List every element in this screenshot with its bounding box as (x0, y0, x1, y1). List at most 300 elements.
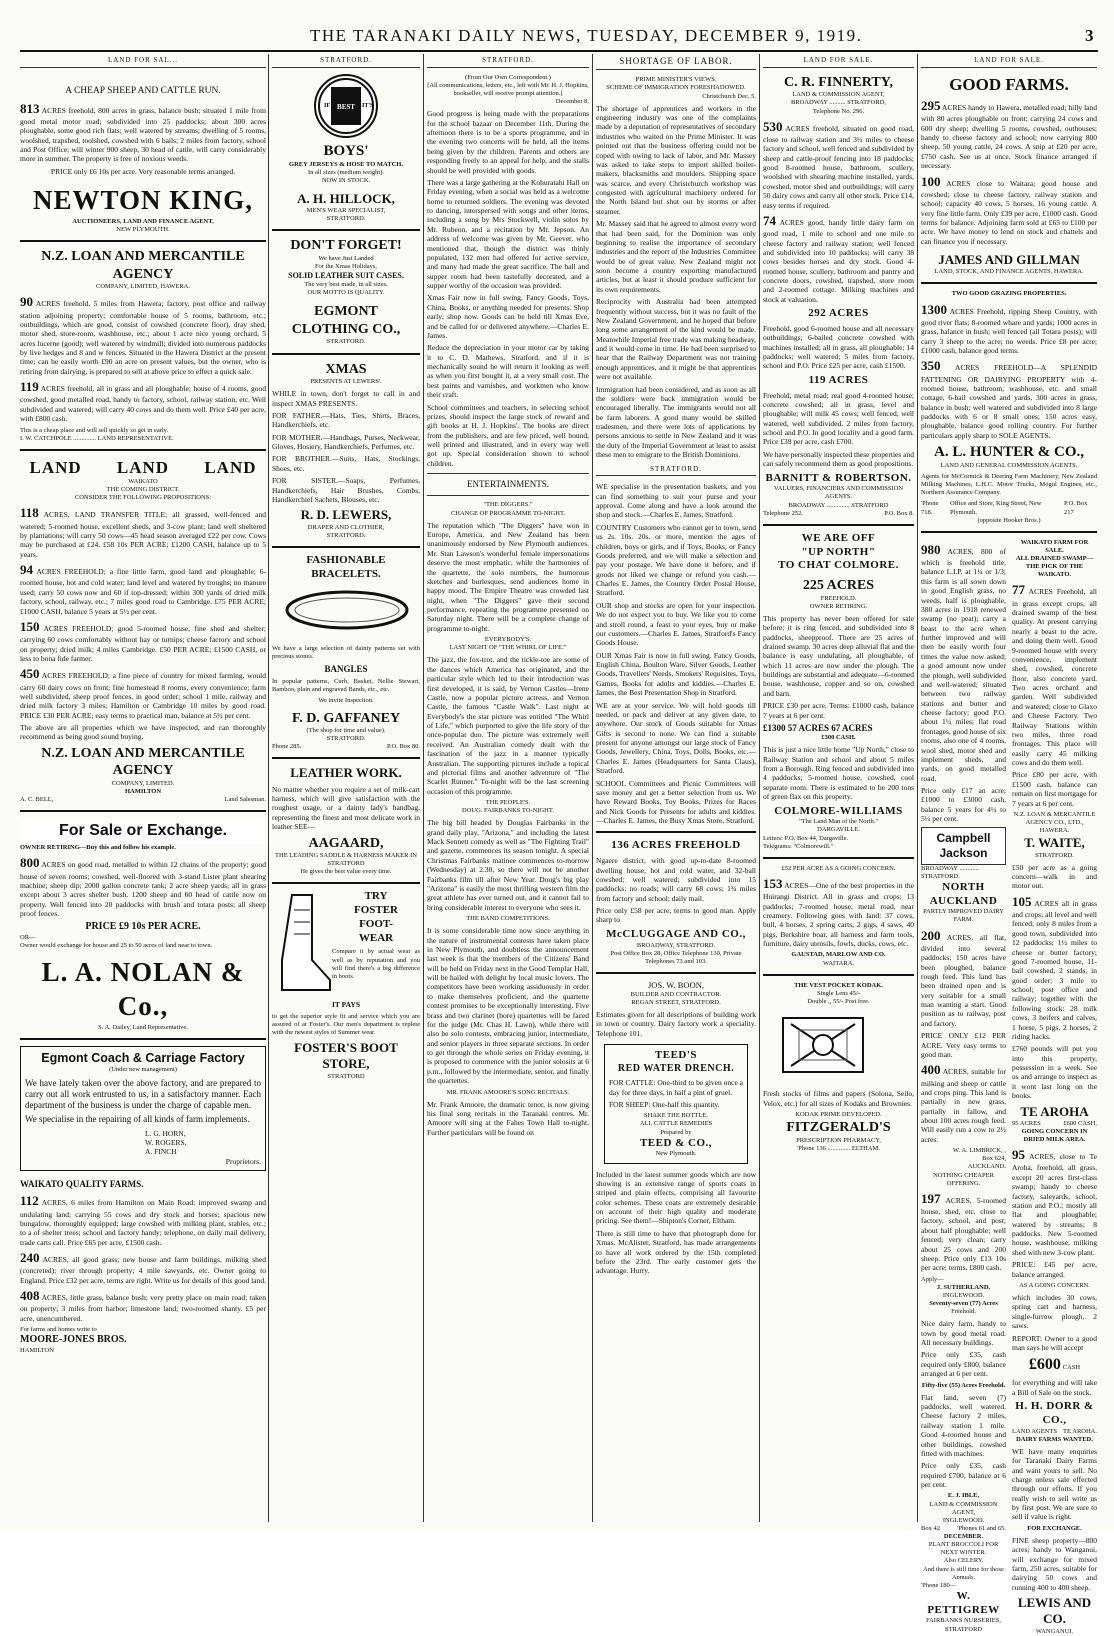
ad-body: We specialise in the repairing of all kinds of farm implements. (25, 1114, 250, 1125)
listing: 100 ACRES close to Waitara; good house and cowshed; close to cheese factory, railway station and school; capacity 40 cows, 5 horses, 16 young cattle. A very fine little farm. Only £39 per acre, £1000 cash. Good terms for balance. Adjoining farm sold at £65 to £100 per acre. We have money to lend on stock and chattels and can finance you if necessary. (921, 173, 1097, 246)
listing: 150 ACRES FREEHOLD; good 5-roomed house, fine shed and shelter; carrying 60 cows comfortably without hay or turnips; cheese factory and school on property; dried milk; 4 miles Cambridge. £50 PER ACRE; £1500 CASH, or less to bona fide farmer. (20, 618, 267, 663)
kodak-camera-icon (763, 1010, 883, 1080)
advertiser-place: New Plymouth. (655, 1150, 697, 1158)
ad-note: For farms and homes write to (20, 1326, 97, 1333)
ad-headline: 136 ACRES FREEHOLD (611, 839, 741, 852)
advertiser-name: H. H. DORR & CO., (1015, 1400, 1094, 1426)
section-header: STRATFORD. (427, 54, 589, 68)
advertiser-place: AUCKLAND. (967, 1163, 1006, 1171)
listing-note: We have personally inspected these properties and can safely recommend them as good propositions. (763, 449, 915, 469)
ad-sub: GOING CONCERN IN DRIED MILK AREA. (1021, 1127, 1088, 1143)
advertiser-sub: "The Land Man of the North." (799, 818, 878, 826)
listing: 74 ACRES good, handy little dairy farm on good road, 1 mile to school and one mile to cheese factory and railway station; well fenced and subdivided into 10 paddocks; will carry 38 cows besides horses and dry stock. Good 4-roomed house, scullery, bathroom and pantry and concrete doors, cowshed, trapshed, store room and 2-roomed cottage. Milking machines and stock at valuation. (763, 212, 914, 304)
news-paragraph: Included in the latest summer goods which are now showing is an extensive range of sports coats in striped and plain effects, comprising all favourite color schemes. These coats are extremely desirable on account of their high quality and moderate pricing. See them!—Shipton's Corner, Eltham. (596, 1169, 756, 1226)
advertiser-name: TEED & CO., (639, 1136, 713, 1149)
listing: 408 ACRES, little grass, balance bush; very pretty place on main road; taken on property; 3 miles from harbor; limestone land; two-roomed shanty. £5 per acre, unencumbered. (20, 1288, 266, 1323)
ad-body: FOR MOTHER.—Handbags, Purses, Neckwear, Gloves, Hosiery, Handkerchiefs, Perfumes, etc. (272, 432, 420, 451)
advertiser-sub: He gives the best value every time. (300, 868, 392, 876)
news-subhead: LAST NIGHT OF "THE WHIRL OF LIFE." (449, 644, 567, 652)
ad-headline: WAIKATO QUALITY FARMS. (20, 1179, 144, 1189)
svg-text:IT'S: IT'S (362, 102, 374, 109)
listing: 980 ACRES, 800 of which is freehold title, balance L.I.P. at 1¼ or 1/3; this farm is all sown down in good English grass, no weeds, half is ploughable, 380 acres in 1918 renewed swamp (no peat); carry a beast to the acre when further improved and will then be easily worth four times the value now asked; a good amount now under the plough, well subdivided and well-watered; situated between two railway stations and butter and cheese factory; good P.O. about 1½ miles; flat road frontages, good house of six rooms, also one of 4 rooms, wool shed, motor shed and implement sheds, and yards, on good metalled road. (921, 541, 1006, 783)
ad-headline: TO CHAT COLMORE. (778, 559, 899, 572)
ad-headline: BOYS' (323, 142, 369, 159)
ad-sub: NOW IN STOCK. (321, 176, 371, 184)
listing-price: £760 pounds will put you into this property, possession in a week. See us and arrange to inspect as it wont last long on the books. (1012, 1044, 1097, 1101)
news-paragraph: WE specialise in the presentation baskets, and you can find something to suit your purse and your approval. Come along and have a look around the shop and stock.—Charles E. James, Stratford. (596, 482, 756, 520)
column-2 (272, 54, 420, 1522)
listing: 118 ACRES, LAND TRANSFER TITLE; all grassed, well-fenced and watered; 5-roomed house, excellent sheds, and 3-cow plant; land well sheltered by plantations; will carry 50 cows—45 head season averaged £22 per cow. Cows may be purchased at £24. £58 10s PER ACRE; £1200 CASH, balance up to 5 years. (20, 505, 266, 559)
advertiser-name: N.Z. LOAN AND MERCANTILE AGENCY (41, 249, 245, 282)
ad-body: WE have many enquiries for Taranaki Dairy Farms and want yours to sell. No charge unless sale effected through our efforts. If you really wish to sell write us by first post. We are sure to sell if value is right. (1012, 1446, 1097, 1522)
listing: 1300 ACRES Freehold, ripping Sheep Country, with good river flats; 8-roomed whare and yards; 1000 acres in grass, balance in bush; well fenced (all Totara posts); will carry 3 sheep to the acre; no weeds. Price £8 per acre; £1000 cash, balance good terms. (921, 301, 1097, 355)
advertiser-name: CLOTHING CO., (291, 321, 401, 337)
ad-body: 119 ACRES freehold, all in grass and all ploughable; house of 4 rooms, good cowshed, good metalled road, handy to factory, school, railway station, etc. Well subdivided and watered; will carry 40 cows and do them well. Price £40 per acre, with £800 cash. (20, 379, 266, 424)
advertiser-sub: DRAPER AND CLOTHIER, (307, 523, 385, 531)
advertiser-name: GAUSTAD, MARLOW AND CO. (791, 951, 886, 959)
ad-headline: FOR EXCHANGE. (1027, 1524, 1082, 1532)
listing-sub: FREEHOLD. (820, 594, 857, 602)
listing: 350 ACRES FREEHOLD—A SPLENDID FATTENING OR DAIRYING PROPERTY with 4-roomed house, bathroom, washhouse, etc. and small cottage, 6-bail cowshed and yards, 300 acres in grass, balance in bush; well watered and subdivided into 8 large paddocks with 6 or 8 small ones; 150 acres easy, ploughable, balance good rolling country. For further particulars apply sharp to SOLE AGENTS. (921, 358, 1097, 440)
section-sub: WAIKATO (128, 478, 158, 485)
listing: REPORT: Owner to a good man says he will accept (1012, 1333, 1097, 1352)
advertiser-name: N.Z. LOAN AND MERCANTILE AGENCY (41, 745, 245, 779)
ad-line: KODAK PRIME DEVELOPED. (795, 1111, 882, 1119)
news-paragraph: The big bill headed by Douglas Fairbanks in the grand daily play, "Arizona," and including the latest Mack Sennett comedy as well as "The Fighting Trail" and gazette, commences its season tonight. A special Christmas Fairbanks matinee commences to-morrow (Wednesday) at 2.30, so there will not be another Fairbanks film till after New Year. Doug's big play "Arizona" is easily the most thrilling western film the great athlete has ever turned out, and it cannot fail to bring considerable interest to everyone who sees it. (427, 818, 589, 912)
listing: 95 ACRES, close to Te Aroha, freehold, all grass, except 20 acres first-class swamp; handy to cheese factory, saleyards, school, station and P.O.; mostly all flat and ploughable; watered by streams; 8 paddocks. New 5-roomed house, washhouse, milking shed with new 3-cow plant. (1012, 1147, 1098, 1257)
advertiser-place: BROADWAY .............. STRATFORD (788, 501, 889, 509)
agent-row: A. C. BELL, Land Salesman. (20, 796, 266, 803)
ad-sub: IT PAYS (331, 1000, 360, 1010)
advertiser-place: STRATFORD (944, 1625, 983, 1633)
ad-body: FOR BROTHER.—Suits, Hats, Stockings, Shoes, etc. (272, 454, 420, 473)
listing: 295 ACRES handy to Hawera, metalled road; hilly land with 80 acres ploughable on front; carrying 24 cows and 600 dry sheep; dwelling 5 rooms, cowshed, outhouses; handy to cheese factory and school; now carrying 800 sheep, 50 young cattle, 24 cows. A snip at £20 per acre, £750 cash. See us at once. Stock finance arranged if necessary. (921, 98, 1097, 171)
advertiser-name: C. R. FINNERTY, (783, 74, 894, 90)
ad-headline: TEED'S (654, 1048, 698, 1061)
advertiser-sub: PRESCRIPTION PHARMACY, (796, 1136, 881, 1144)
ad-headline: RED WATER DRENCH. (617, 1062, 735, 1074)
ad-body: Ngaere district, with good up-to-date 8-roomed dwelling house, hot and cold water, and 32-ball cowshed; well watered; subdivided into 15 paddocks; no roads; will carry 68 cows; 1¾ miles from factory and school; daily mail. (596, 856, 756, 903)
listing-sub: OWNER RETIRING. (809, 602, 868, 610)
ad-headline: LEATHER WORK. (290, 765, 402, 781)
logo-icon (317, 77, 375, 135)
listing: Freehold, good 6-roomed house and all necessary outbuildings; 6-bailed concrete cowshed with machines installed; all in grass, all ploughable; 14 paddocks; well watered; 5 miles from factory, school and P.O. Price £25 per acre, cash £1500. (763, 323, 914, 371)
masthead-title: THE TARANAKI DAILY NEWS, TUESDAY, DECEMBER 9, 1919. (310, 26, 863, 45)
news-paragraph: There is still time to have that photograph done for Xmas. McAlister, Stratford, has made arrangements to have all work ordered by the 15th completed before the 23rd. The early customer gets the advantage. Hurry. (596, 1228, 756, 1276)
ad-sub: PRESENTS AT LEWERS'. (310, 378, 382, 385)
advertiser-name: T. WAITE, (1024, 835, 1085, 851)
ad-price: PRICE only £6 10s per acre. Very reasonable terms arranged. (50, 166, 236, 176)
news-headline: THE PEOPLE'S. (485, 799, 531, 806)
ad-line: SHAKE THE BOTTLE. (644, 1112, 708, 1120)
ad-body: Estimates given for all descriptions of building work in town or country. Dairy factory work a speciality. Telephone 101. (596, 1009, 756, 1038)
ad-agent: I. W. CATCHPOLE .............. LAND REPRESENTATIVE. (20, 434, 174, 442)
foster-ad (272, 890, 420, 1000)
ad-headline: WAIKATO FARM FOR SALE. (1020, 538, 1089, 554)
advertiser-place: INGLEWOOD. (942, 1516, 985, 1524)
ad-body: WHILE in town, don't forget to call in and inspect XMAS PRESENTS. (272, 389, 420, 408)
ad-body: FOR SISTER.—Soaps, Perfumes, Handkerchiefs, Hair Brushes, Combs, Handkerchief Sachets, Blouses, etc. (272, 476, 420, 504)
ad-body: In popular patterns, Curb, Basket, Nellie Stewart, Bamboo, plain and engraved Bands, etc., etc. (272, 678, 420, 694)
masthead (20, 26, 1095, 46)
advertiser-name: L. A. NOLAN & Co., (41, 957, 245, 1021)
news-paragraph: Good progress is being made with the preparations for the school bazaar on December 11th. During the afternoon there is to be a sports programme, and in the evening two concerts will be held, all the items being given by the children. Parents and others are responding freely to an appeal for help, and the stalls should be well provided with goods. (427, 109, 589, 175)
advertiser-name: JOS. W. BOON, (648, 979, 704, 990)
ad-body: FOR FATHER.—Hats, Ties, Shirts, Braces, Handkerchiefs, etc. (272, 410, 420, 430)
ad-line: FOOT- (359, 917, 393, 930)
ad-line: £50 per acre as a going concern—walk in and motor out. (1012, 862, 1097, 891)
ad-headline: TWO GOOD GRAZING PROPERTIES. (951, 290, 1067, 298)
listing-sub: £300 CASH. (821, 734, 856, 742)
listing-price: PRICE ONLY £12 PER ACRE. Very easy terms to good man. (921, 1031, 1006, 1059)
news-headline: MR. FRANK AMOORE'S SONG RECITALS. (446, 1088, 570, 1096)
news-paragraph: COUNTRY Customers who cannot get to town, send us 2s. 10s. 20s. or more, mention the ages of children, boys or girls, and if Toys, Books, or Fancy Goods preferred, and we will make a selection and pay your postage. We have done it before, and if goods not liked we change or refund you cash.—Charles E. James, the Country Order Postal House, Stratford. (596, 522, 756, 598)
advertiser-name: LEWIS AND CO. (1017, 1595, 1092, 1627)
column-6 (921, 54, 1098, 1635)
listing: 94 ACRES FREEHOLD; a fine little farm, good land and ploughable; 6-roomed house, hot and cold water; land level and watered by troughs; no manure used; carry 50 cows now and 60 if top-dressed; within 300 yards of dried milk factory, school, railway, etc.; 7 miles good road to Cambridge. £75 PER ACRE; £1000 CASH, balance 5 years at 5½ per cent. (20, 562, 266, 616)
advertiser-sub: LAND AND GENERAL COMMISSION AGENTS. (940, 461, 1078, 469)
advertiser-sub: BUILDER AND CONTRACTOR. (630, 990, 722, 998)
advertiser-place: WANGANUI. (1035, 1627, 1074, 1635)
listing-title: 119 ACRES (808, 373, 869, 386)
listing: 112 ACRES, 6 miles from Hamilton on Main Road; improved swamp and undulating land; carrying 55 cows and dry stock and horses; spacious new bungalow, thoroughly equipped; large cowshed with milking plant, stables, etc.; to a of shelter trees; school and factory handy; telephone, on daily mail delivery, trade carts call. Price £65 per acre, £1500 cash. (20, 1193, 266, 1247)
advertiser-name: W. PETTIGREW (927, 1589, 1000, 1616)
ad-body: FOR SHEEP: One-half this quantity. (609, 1099, 720, 1109)
listing-price: Price £80 per acre, with £1500 cash, balance can remain on first mortgage for 7 years at 6 per cent. (1012, 770, 1097, 808)
listing-sub: AS A GOING CONCERN. (1019, 1281, 1090, 1289)
news-paragraph: The jazz, the fox-trot, and the tickle-toe are some of the dances which America has originated, and the particular style which led to their introduction was first developed, it is said, by Vernon Castles—Irene Castle, now a popular picture actress, and Vernon Castle, the famous "Castle Walk". Last night at Everybody's the star picture was entitled "The Whirl of Life," which purported to give the life story of the once-popular duo. The picture was extremely well received. An Australian comedy dealt with the fascination of the jazz in a manner typically Australian. The supporting pictures include a topical and pictorial films and another adventure of "The Scarlet Runner." To-night will be the last screening occasion of this programme. (427, 655, 589, 796)
news-paragraph: OUR Xmas Fair is now in full swing. Fancy Goods, English China, Boulton Ware, Silver Goods, Leather Goods, Travellers' Needs, Smokers' Requisites, Toys, Games, Books for adults and kiddies.—Charles E. James, the Best Presentation Shop in Stratford. (596, 650, 756, 698)
listing: 400 ACRES, suitable for milking and sheep or cattle and crops ping. This land is partially in new grass, partially in fallow, and about 100 acres rough feed. Will easily run a cow to 2½ acres. (921, 1062, 1006, 1144)
listing-note: The above are all properties which we have inspected, and can thoroughly recommend as being good sound buying. (20, 723, 266, 742)
listing-price: Price only £35, cash required only £800, balance arranged at 6 per cent. (921, 1350, 1006, 1379)
listing: 197 ACRES, 5-roomed house, shed, etc. close to factory, school, and post; about half ploughable; well fenced; very clean; carry about 25 cows and 200 sheep. Price only £13 10s per acre; terms, £800 cash. (921, 1190, 1006, 1273)
contact-row: Telephone 252. P.O. Box 8. (763, 509, 914, 517)
ad-line: Apply— (921, 1275, 944, 1283)
ad-headline: NOTHING CHEAPER OFFERING. (933, 1171, 994, 1187)
news-paragraph: Immigration had been considered, and as soon as all the soldiers were back immigration would be encouraged liberally. The immigrants would not all be farm laborers. A good many would be skilled tradesmen, and there were lots of applications by persons anxious to settle in New Zealand and it was the duty of the Imperial Government at least to assist these men to emigrate to the British Dominions. (596, 384, 756, 460)
listing: Flat land, seven (7) paddocks, well watered. Cheese factory 2 miles, railway station 1 mile. Good 4-roomed house and other buildings, cowshed fitted with machines. (921, 1392, 1006, 1458)
advertiser-place: BROADWAY ............ STRATFORD. (921, 864, 979, 880)
news-paragraph: The reputation which "The Diggers" have won in Europe, America, and New Zealand has been unanimously endorsed by New Plymouth audiences. Mr. Stan Lawson's wonderful female impersonations deserve the most emphatic, while the harmonies of the quartette, the solo numbers, the humorous sketches and burlesques, send audiences home in happy mood. The Empire Theatre was crowded last night, when "The Diggers" gave their second performance, repeating the programme presented on Saturday night. There will be a complete change of programme to-night. (427, 520, 589, 633)
news-paragraph: SCHOOL Committees and Picnic Committees will save money and get a better selection from us. We have Reward Books, Toy Books, Prizes for Races and Nick Goods for Presents for adults and kiddies.—Charles E. James, the Busy Xmas Store, Stratford. (596, 778, 756, 825)
masthead-rule (20, 50, 1098, 52)
ad-headline: WE ARE OFF (801, 531, 876, 544)
ad-line: 'Phone 180— (921, 1581, 957, 1589)
ad-headline: NORTH AUCKLAND (929, 880, 998, 907)
advertiser-place: INGLEWOOD. (942, 1291, 985, 1299)
advertiser-name: COLMORE-WILLIAMS (774, 804, 903, 817)
page-number: 3 (1085, 26, 1095, 45)
advertiser-place: (opposite Hooker Bros.) (977, 516, 1041, 524)
advertiser-place: STRATFORD. (326, 338, 366, 346)
listing: 105 ACRES all in grass and crops; all level and well fenced; only 8 miles from a good town, subdivided into 12 paddocks; 1½ miles to cheese or butter factory; good 7-roomed house, 11-bail cowshed, 2 stands, in good order; 3 mile to school; post office and railway; together with the following stock: 28 milk cows, 3 heifers and calves, 1 horse, 5 pigs, 2 horses, 2 riding hacks. (1012, 893, 1097, 1041)
advertiser-sub: (The shop for time and value). (306, 727, 386, 734)
ad-note: This is a cheap place and will sell quickly so get in early. (20, 426, 169, 434)
listing-title: Seventy-seven (77) Acres (929, 1300, 998, 1307)
news-subhead: PRIME MINISTER'S VIEWS. (635, 76, 717, 84)
advertiser-place: REGAN STREET, STRATFORD. (631, 998, 721, 1006)
advertiser-place: BROADWAY .......... STRATFORD, (790, 99, 887, 107)
news-paragraph: WE are at your service. We will hold goods till needed, or pack and deliver at any given date, to anywhere. Our stock of Goods suitable for Xmas Gifts is second to none. We can find a suitable present for anyone amongst our large stock of Fancy Goods, Jewellery, China, Toys, Dolls, Books, etc.—Charles E. James (Headquarters for Santa Claus), Stratford. (596, 700, 756, 776)
ad-line: Double ,, 55/- Post free. (807, 997, 870, 1005)
advertiser-sub: THE LEADING SADDLE & HARNESS MAKER IN STRATFORD (275, 852, 417, 868)
ad-headline: DAIRY FARMS WANTED. (1016, 1435, 1093, 1443)
advertiser-name: JAMES AND GILLMAN (938, 252, 1080, 267)
section-header: LAND FOR SALE. (763, 54, 914, 68)
contact-row: 'Phone 718. Office and Store, King Street, New Plymouth. P.O. Box 217 (921, 500, 1088, 516)
news-paragraph: Mr. Frank Amoore, the dramatic tenor, is now giving his final song recitals in the Taranaki centres. Mr. Amoore will sing at the Fahes Town Hall to-night. Further particulars will be found on (427, 1099, 589, 1137)
ad-line: WEAR (358, 931, 394, 944)
advertiser-sub: LAND & COMMISSION AGENT, (792, 91, 885, 99)
stratford-best-logo (314, 74, 378, 138)
ad-line: FOSTER (353, 904, 398, 917)
advertiser-place: HAWERA. (1039, 827, 1070, 835)
advertiser-sub: COMPANY, LIMITED, HAWERA. (96, 283, 190, 291)
news-paragraph: There was a large gathering at the Kohuratahi Hall on Friday evening, when a social was held as a welcome home to returned soldiers. The evening was devoted to dancing, interspersed with songs and other items, including a song by Mrs Stockwell, violin solos by Mr. Rubeon, and a recitation by Mr. Jepson. An address of welcome was given by Mr. Geever, who mentioned that, though the district was thinly populated, 132 men had offered for active service, and many had made the great sacrifice. The hall and supper room had been tastefully decorated, and a supper worthy of the occasion was provided. (427, 177, 589, 290)
listing-price: PRICE £30 per acre. Terms: £1000 cash, balance 7 years at 6 per cent. (763, 701, 914, 720)
byline-note: [All communications, letters, etc., left with Mr. H. J. Hopkins, bookseller, will receive prompt attention.] (427, 81, 589, 97)
ad-line: For the Xmas Holidays, (314, 263, 378, 270)
news-headline: EVERYBODY'S. (484, 636, 532, 644)
news-headline: "THE DIGGERS." (483, 501, 533, 509)
advertiser-name: E. J. IBLE, (947, 1492, 980, 1500)
column-3 (427, 54, 589, 1522)
boot-icon (272, 890, 332, 1000)
advertiser-place: DARGAVILLE. (817, 826, 860, 834)
ad-line: We have Just Landed (318, 254, 374, 262)
advertiser-sub: S. A. Dailey, Land Representative. (98, 1023, 188, 1031)
advertiser-place: STRATFORD. (326, 735, 366, 743)
section-header: LAND FOR SALE. (921, 54, 1097, 68)
advertiser-contact: Box 624, (982, 1155, 1006, 1163)
listing: Freehold, metal road; real good 4-roomed house; concrete cowshed; all in grass, level and ploughable; will milk 45 cows; well fenced, well watered, well subdivided, 2 miles from factory, school and P.O. In good locality and a good farm. Price £39 per acre, cash £700. (763, 390, 914, 447)
ad-line: And there is still time for those Annuals. (923, 1565, 1004, 1581)
listing: This is just a nice little home "Up North," close to Railway Station and school and about 5 miles from a Borough. Ring fenced and subdivided into 4 paddocks; 5-roomed house, cowshed, cool separate room. There is estimated to be 200 tons of green flax on this property. (763, 745, 914, 802)
news-paragraph: It is some considerable time now since anything in the nature of instrumental contests have taken place in New Plymouth, and doubtless the announcement last week is that the members of the Citizens' Band will be held on Friday next in the Good Templar Hall, will be hailed with delight by local music lovers. The competitors have been working assiduously in order to make themselves proficient, and the quartette contest promises to be exceptionally interesting. Five brass and two clarinet (bore) quartettes will be faced for the judge (Mr. Chas H. Lawn), while there will also be solo contests, embracing junior, intermediate, and senior players in three separate sections. In order to get through the whole series on Friday evening, it is proposed to commence with the junior solosits at 6 p.m., followed by the intermediate, senior, and finally the quartettes. (427, 926, 589, 1086)
advertiser-name: Campbell Jackson (921, 827, 1006, 865)
ad-headline: THE VEST POCKET KODAK. (794, 981, 883, 989)
ad-line: PLANT BROCCOLI FOR NEXT WINTER. (928, 1541, 999, 1557)
listing: 450 ACRES FREEHOLD; a fine piece of country for mixed farming, would carry 60 dairy cows on front; fine homestead 8 rooms, every convenience; farm well subdivided, sheep proof fences, in good order; school 1 mile, railway and dried milk factory 3 miles; Hamilton or Cambridge 10 miles by good road. PRICE £30 PER ACRE; easy terms to practical man, balance at 5½ per cent. (20, 666, 267, 720)
bracelet-icon (272, 585, 422, 635)
listing-price: Price only £17 an acre; £1000 to £3000 cash, balance 5 years for 4½ to 5¼ per cent. (921, 786, 1006, 824)
advertiser-sub: LAND & COMMISSION AGENT, (929, 1500, 998, 1516)
news-subhead: CHANGE OF PROGRAMME TO-NIGHT. (450, 509, 566, 517)
egmont-coach-ad (20, 1046, 266, 1171)
advertiser-place: STRATFORD. (326, 531, 366, 539)
news-paragraph: Xmas Fair now in full swing. Fancy Goods, Toys, China, Books, or anything needed for presents. Shop early; shop now. Goods can be held till Xmas Eve, and be called for or delivered anywhere.—Charles E. James. (427, 293, 589, 340)
ad-headline: For Sale or Exchange. (20, 818, 266, 844)
ad-body: 800 ACRES on good road, metalled to within 12 chains of the property; good house of seven rooms; cowshed, well-floored with 3-stand Lister plant shearing machine; sheep dip; 2000 gallon concrete tank; 2 acre sheep yards; all in grass except about 3 acres shelter bush. 1200 sheep and 60 head of cattle now on property. Well fenced into 20 paddocks with brush and totara posts; all sheep proof fences. (20, 855, 266, 918)
teeds-ad (604, 1044, 748, 1164)
listing: 77 ACRES Freehold, all in grass except crops, all drained swamp of the best quality. At present carrying nearly a beast to the acre, and doing them well. Good 9-roomed house with every convenience, implement shed, cowshed, concrete floor, also concrete yard. Two acres orchard and garden. Well subdivided and watered; close to Glaxo and Cheese Factory. Two Railway Stations within two miles, three road frontages. This place will easily carry 45 milking cows and do them well. (1012, 582, 1097, 767)
listing-price: Price only £35, cash required £700, balance at 6 per cent. (921, 1461, 1006, 1489)
ad-line: ALL CATTLE REMEDIES (639, 1120, 713, 1128)
news-subhead: SCHEME OF IMMIGRATION FORESHADOWED. (606, 84, 746, 92)
advertiser-name: FITZGERALD'S (786, 1120, 891, 1136)
advertiser-name: AAGAARD, (308, 835, 384, 851)
ad-or: OR— (20, 933, 36, 941)
news-paragraph: School committees and teachers, in selecting school prizes, should inspect the large stock of reward and gift books at H. J. Hopkins'. The books are direct from the publishers, and are few priced, well bound, well printed and illustrated, and in every way well got up. Special consideration shown to school children. (427, 402, 589, 468)
ad-line: SOLID LEATHER SUIT CASES. (288, 271, 404, 281)
listing-row: 95 ACRES £600 CASH, (1012, 1119, 1097, 1127)
dateline: December 8. (555, 98, 589, 106)
listing-price: £600 CASH (1028, 1356, 1081, 1374)
advertiser-contact: Letters: P.O. Box 44, Dargaville. (763, 834, 849, 842)
column-1 (20, 54, 266, 1522)
listing: which includes 30 cows, spring cart and harness, single-furrow plough, 2 saws. (1012, 1293, 1097, 1331)
ad-line: OUR MOTTO IS QUALITY. (307, 289, 385, 297)
advertiser-sub: BROADWAY, STRATFORD. (636, 941, 716, 949)
ad-line: We invite Inspection. (318, 697, 374, 705)
advertiser-name: A. H. HILLOCK, (297, 190, 395, 206)
ad-sub: In all sizes (medium weight). (308, 168, 384, 176)
listing-title: 292 ACRES (808, 307, 869, 320)
section-title: ENTERTAINMENTS. (467, 479, 549, 490)
section-header: SHORTAGE OF LABOR. (596, 54, 756, 70)
ad-body: Agents for McCormick & Deering Farm Machinery, New Zealand Milking Machines, L.H.C. Motor Trucks, Mogul Engines, etc., Northern Assurance Company. (921, 473, 1097, 497)
ad-headline: DON'T FORGET! (290, 238, 402, 254)
news-headline: THE BAND COMPETITIONS. (466, 915, 550, 922)
ad-title: A CHEAP SHEEP AND CATTLE RUN. (65, 85, 221, 96)
section-title: LAND LAND LAND (29, 457, 257, 477)
advertiser-name: STORE, (322, 1056, 370, 1072)
ad-headline: Egmont Coach & Carriage Factory (41, 1050, 245, 1065)
ad-sub: BANGLES (324, 663, 368, 674)
ad-line: Prepared by (660, 1128, 692, 1136)
section-sub: CONSIDER THE FOLLOWING PROPOSITIONS: (74, 494, 212, 502)
ad-price: PRICE £9 10s PER ACRE. (85, 921, 201, 933)
advertiser-contact: Telephone No. 296. (812, 107, 865, 115)
column-5 (763, 54, 914, 1522)
contact-row: Phone 285. P.O. Box 80. (272, 743, 420, 751)
advertiser-name: McCLUGGAGE AND CO., (606, 927, 746, 940)
advertiser-contact: Telegrams: "Colmorewill." (763, 842, 834, 850)
news-paragraph: OUR shop and stocks are open for your inspection. We do not expect you to buy. We like you to come and stroll round, a feast to your eyes, buy or make our customers.—Charles E. James, Stratford's Fancy Goods House. (596, 600, 756, 648)
svg-text:BEST: BEST (337, 102, 355, 111)
section-header: STRATFORD. (596, 463, 756, 477)
ad-body: to get the superior style fit and service which you are assured of at Foster's. Our men's department is replete with the newest styles of Summer wear. (272, 1012, 420, 1036)
news-subhead: DOUG. FAIRBANKS TO-NIGHT. (462, 807, 554, 815)
news-paragraph: Reciprocity with Australia had been attempted frequently without success, but it was no fault of the New Zealand Government, and he hoped that before long some arrangement of the kind would be made. Meanwhile Imperial free trade was making headway, and it would come in time. He had been surprised to hear that the Railway Department was not training enough apprentices, and it might be that apprentices were not available. (596, 297, 756, 382)
advertiser-name: F. D. GAFFANEY (291, 710, 401, 726)
ad-body: We have a large selection of dainty patterns set with precious stones. (272, 644, 420, 660)
advertiser-name: MOORE-JONES BROS. (20, 1334, 127, 1346)
column-4 (596, 54, 756, 1522)
advertiser-name: A. L. HUNTER & CO., (933, 444, 1084, 461)
advertiser-sub: MEN'S WEAR SPECIALIST, (306, 207, 386, 215)
advertiser-name: N.Z. LOAN & MERCANTILE AGENCY CO., LTD., (1013, 810, 1096, 826)
advertiser-name: W. A. LIMBRICK, , (952, 1147, 1006, 1155)
ad-body: 813 ACRES freehold, 800 acres in grass, balance bush; situated 1 mile from good metal motor road; subdivided into 25 paddocks; about 300 acres ploughable, some good rich flats; well watered by streams; dwelling of 5 rooms, woolshed, trapshed, toolshed, cowshed with 6 bails; 2 miles from factory, school and Post Office; will winter 900 sheep, 30 head of cattle, will carry considerably more in summer. The property is free of noxious weeds. (20, 100, 266, 164)
advertiser-row: LAND AGENTS TE AROHA. (1012, 1427, 1097, 1435)
ad-line: The very best made, in all sizes. (304, 281, 388, 289)
news-paragraph: Mr. Massey said that he agreed to almost every word that had been said, for the Dominion was only beginning to realise the importance of secondary industries and the report of the Industries Committee would be of great value. New Zealand might not soon become a country exporting manufactured articles, but at least it should produce sufficient for its own requirements. (596, 219, 756, 294)
ad-headline: "UP NORTH" (801, 545, 876, 558)
two-column-listings (921, 539, 1097, 1636)
listing-title: Fifty-five (55) Acres Freehold. (921, 1381, 1006, 1389)
listing-sub: Freehold. (951, 1308, 976, 1316)
advertiser-place: HAMILTON (20, 1346, 54, 1354)
advertiser-sub: LAND, STOCK, AND FINANCE AGENTS, HAWERA. (934, 268, 1084, 276)
ad-headline: XMAS (325, 361, 367, 377)
ad-body: We have lately taken over the above factory, and are prepared to carry out all work entrusted to us, in a satisfactory manner. Each department of the business is under the charge of capable men. (25, 1077, 261, 1110)
listing: 153 ACRES—One of the best properties in the Huirangi District. All in grass and crops; 13 paddocks; 7-roomed house, metal road, near creamery. Following goes with land: 37 cows, bull, 4 horses, 2 spring carts, 2 gigs, 4 saws, 40 pigs, Berkshire boar, all harness and farm tools, furniture, dairy utensils, fowls, ducks, cows, etc. (763, 875, 914, 948)
ad-exchange: Owner would exchange for house and 25 to 50 acres of land near to town. (20, 942, 213, 949)
advertiser-place: STRATFORD. (326, 215, 366, 223)
listing: 240 ACRES, all good grass; new house and farm buildings, milking shed (concreted); river through property; 4 mile sawyards, etc. Owner going to England. Price £32 per acre, terms are right. Write us for details of this good land. (20, 1250, 266, 1285)
ad-headline: GOOD FARMS. (949, 74, 1069, 94)
ad-sub: OWNER RETIRING—Buy this and follow his example. (20, 844, 176, 852)
listing-title: £1300 57 ACRES 67 ACRES (763, 722, 873, 733)
advertiser-sub: AUCTIONEERS, LAND AND FINANCE AGENT, (72, 217, 214, 225)
advertiser-place: STRATFORD. (1035, 851, 1074, 859)
ad-body: FINE sheep property—800 acres; handy to Wanganui, will exchange for mixed farm, 250 acres, suitable for dairying 50 cows and running 400 to 400 sheep. (1012, 1535, 1097, 1592)
listing-title: £52 PER ACRE AS A GOING CONCERN. (781, 864, 896, 872)
ad-line: Single Lens 45/- (817, 989, 860, 997)
listing-price: PRICE: £45 per acre, balance arranged. (1012, 1260, 1097, 1279)
proprietors: L. G. HORN, W. ROGERS, A. FINCH Proprietors. (145, 1128, 261, 1166)
advertiser-name: EGMONT (314, 304, 378, 320)
svg-text:IF: IF (324, 102, 330, 109)
byline: (From Our Own Correspondent.) (465, 73, 551, 81)
advertiser-sub: COMPANY, LIMITED. (111, 779, 175, 787)
listing-title: 225 ACRES (802, 578, 875, 593)
right-listings (1012, 539, 1097, 1636)
advertiser-place: 'Phone 136 .............. ELTHAM. (797, 1144, 880, 1152)
advertiser-name: J. SUTHERLAND, (936, 1283, 991, 1291)
advertiser-name: FOSTER'S BOOT (294, 1040, 398, 1056)
advertiser-sub: FAIRBANKS NURSERIES, (925, 1617, 1001, 1625)
advertiser-name: BARNITT & ROBERTSON. (765, 471, 912, 484)
ad-sub: (Under new management) (109, 1066, 177, 1074)
ad-body: No matter whether you require a set of milk-cart harness, which will give satisfaction with the roughest usage, or a dainty lady's handbag, representing the finest and most delicate work in leather SEE— (272, 784, 420, 832)
ad-sub: GREY JERSEYS & HOSE TO MATCH. (289, 160, 403, 168)
ad-headline: DECEMBER. (943, 1533, 984, 1540)
ad-line: TRY (364, 890, 388, 903)
section-sub: THE COMING DISTRICT. (106, 486, 180, 494)
dateline: Christchurch Dec. 5. (702, 92, 756, 100)
advertiser-place: NEW PLYMOUTH. (116, 226, 170, 233)
listing: 200 ACRES, all flat, divided into several paddocks; 150 acres have been ploughed, balance rough feed. This land has been drained open and is very suitable for a small man wanting a start. Good position as to railway, post and factory. (921, 927, 1006, 1028)
ad-body: Fresh stocks of films and papers (Solona, Seilo, Velox, etc.) for all sizes of Kodaks and Brownies. (763, 1089, 914, 1108)
ad-body: FOR CATTLE: One-third to be given once a day for three days, in half a pint of gruel. (609, 1078, 743, 1097)
advertiser-name: R. D. LEWERS, (300, 507, 392, 523)
ad-sub: ALL DRAINED SWAMP—THE PICK OF THE WAIKATO. (1015, 555, 1094, 579)
advertiser-place: HAMILTON (124, 787, 162, 795)
ad-headline: FASHIONABLE (306, 553, 386, 566)
advertiser-name: NEWTON KING, (32, 185, 254, 216)
listing: Nice dairy farm, handy to town by good metal road. All necessary buildings. (921, 1319, 1006, 1347)
ad-headline: BRACELETS. (311, 567, 381, 580)
ad-body: Compare it by actual wear as well as by reputation and you will find there's a big difference in boots. (332, 948, 420, 980)
ad-headline: TE AROHA (1020, 1103, 1089, 1119)
news-paragraph: The shortage of apprentices and workers in the engineering industry was one of the complaints made by a deputation of representatives of secondary industries who waited on the Prime Minister. It was pointed out that the business offering could not be coped with owing to lack of labor, and Mr. Massey was asked to take steps to import skilled boiler-makers, blacksmiths and moulders. Shipping space was scarce, and every Christchurch workshop was congested with agricultural machinery ordered for the North Island but shut out by storms or after steamer. (596, 103, 756, 216)
advertiser-contact: Post Office Box 28, Office Telephone 130, Private Telephones 73 and 103. (610, 949, 742, 965)
listing: This property has never been offered for sale before; it is ring fenced, and subdivided into 8 paddocks, sheepproof. There are 25 acres of drained swamp, 30 acres deep alluvial flat and the balance is easy undulating, all ploughable, of which 11 acres are now under the plough. The buildings are substantial and adequate—6-roomed house, washhouse, copper and so on, cowshed and barn. (763, 613, 914, 698)
listing: for everything and will take a Bill of Sale on the stock. (1012, 1378, 1097, 1397)
ad-price: Price only £58 per acre, terms to good man. Apply sharp to (596, 906, 756, 925)
left-listings (921, 539, 1006, 1636)
listing: 530 ACRES freehold, situated on good road, close to railway station and 3½ miles to cheese factory and school, well fenced and subdivided by sheep and cattle-proof fencing into 18 paddocks; good 8-roomed house, bathroom, scullery, woolshed with shearing machine installed, yards, cowshed, motor shed and outbuildings; will carry 50 dairy cows and carry all other stock. Price £14, easy terms if required. (763, 118, 914, 210)
ad-line: Also CELERY. (943, 1557, 984, 1565)
advertiser-sub: VALUERS, FINANCIERS AND COMMISSION AGENTS. (773, 485, 904, 501)
news-paragraph: Reduce the depreciation in your motor car by taking it to C. D. Mathews, Stratford, and if it is mechanically sound he will return it looking as well as when you first bought it, at a very small cost. The best paints and varnishes, and workmen who know their craft. (427, 343, 589, 400)
advertiser-place: WAITARA. (822, 959, 855, 967)
contact-row: Box 42 'Phones 61 and 65. (921, 1524, 1006, 1532)
ad-sub: PARTLY IMPROVED DAIRY FARM. (923, 908, 1004, 924)
